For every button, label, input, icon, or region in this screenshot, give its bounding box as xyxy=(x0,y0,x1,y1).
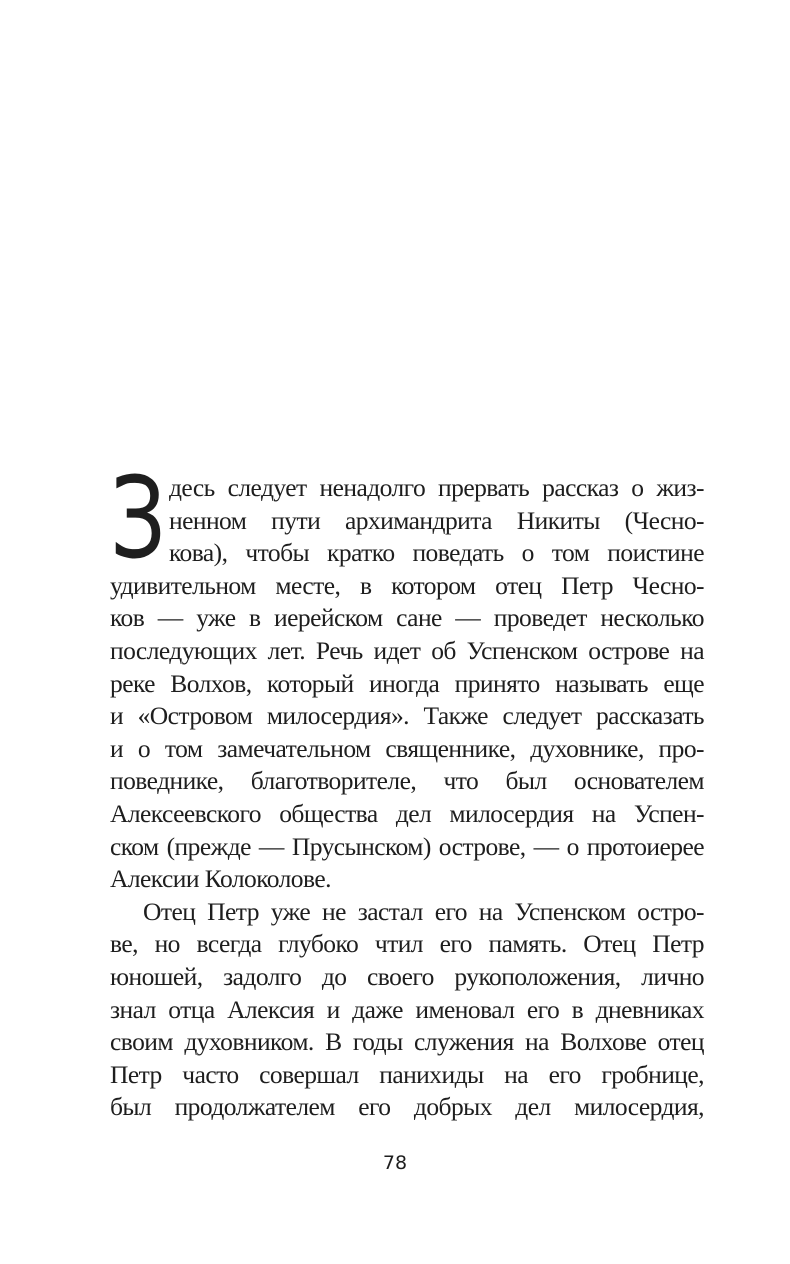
text-line: своим духовником. В годы служения на Волхове отец xyxy=(110,1027,704,1057)
text-line: знал отца Алексия и даже именовал его в дневниках xyxy=(110,994,704,1024)
text-line: ненном пути архимандрита Никиты (Чесно- xyxy=(169,505,704,535)
text-line: ском (прежде — Прусынском) острове, — о протоиерее xyxy=(110,831,704,861)
paragraph-1 xyxy=(110,454,704,896)
text-line: Петр часто совершал панихиды на его гробнице, xyxy=(110,1059,704,1089)
text-line: был продолжателем его добрых дел милосердия, xyxy=(110,1092,704,1122)
text-line: ве, но всегда глубоко чтил его память. Отец Петр xyxy=(110,929,704,959)
text-line: и о том замечательном священнике, духовнике, про- xyxy=(110,733,704,763)
text-line: Алексии Колоколове. xyxy=(110,864,331,894)
text-line: кова), чтобы кратко поведать о том поистине xyxy=(169,538,704,568)
text-line: Отец Петр уже не застал его на Успенском остро- xyxy=(143,896,704,926)
body-text xyxy=(110,454,704,1124)
text-line: реке Волхов, который иногда принято называть еще xyxy=(110,668,704,698)
drop-cap: З xyxy=(110,454,166,584)
text-line: поведнике, благотворителе, что был основателем xyxy=(110,766,704,796)
text-line: удивительном месте, в котором отец Петр Чесно- xyxy=(110,570,704,600)
text-line: юношей, задолго до своего рукоположения, лично xyxy=(110,961,704,991)
text-line: Алексеевского общества дел милосердия на Успен- xyxy=(110,798,704,828)
page-number: 78 xyxy=(382,1152,408,1174)
text-line: последующих лет. Речь идет об Успенском острове на xyxy=(110,635,704,665)
paragraph-2 xyxy=(110,896,704,1124)
text-line: десь следует ненадолго прервать рассказ о жиз- xyxy=(169,473,704,502)
text-line: и «Островом милосердия». Также следует рассказать xyxy=(110,701,704,731)
text-line: ков — уже в иерейском сане — проведет несколько xyxy=(110,603,704,633)
